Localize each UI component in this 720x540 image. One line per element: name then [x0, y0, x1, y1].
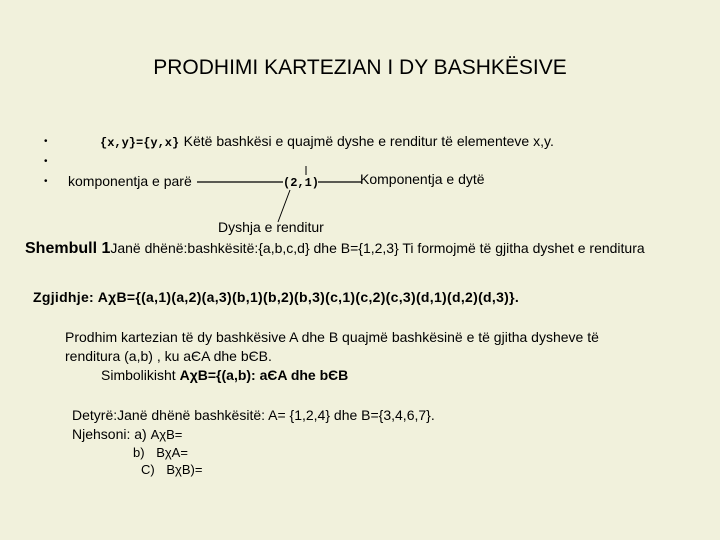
exercise-c-value: BχB)= [166, 462, 203, 477]
second-component-label: Komponentja e dytë [360, 171, 485, 187]
solution: Zgjidhje: AχB={(a,1)(a,2)(a,3)(b,1)(b,2)(b,3)(c,1)(c,2)(c,3)(d,1)(d,2)(d,3)}. [33, 289, 520, 305]
ordered-pair-label: Dyshja e renditur [218, 219, 324, 235]
definition [65, 328, 705, 385]
exercise-c-label: C) [141, 462, 155, 477]
exercise-line-4 [72, 461, 435, 478]
exercise-line-3 [72, 444, 435, 461]
symbolic-prefix: Simbolikisht [101, 367, 176, 383]
exercise-b-value: BχA= [156, 445, 188, 460]
definition-line-3 [65, 366, 705, 385]
pair-formula: {x,y}={y,x} [100, 136, 180, 150]
bullet-3: • [44, 176, 48, 187]
slide-title: PRODHIMI KARTEZIAN I DY BASHKËSIVE [153, 56, 567, 79]
exercise [72, 406, 435, 478]
example-lead: Shembull 1 [25, 240, 111, 257]
example-1 [25, 240, 645, 258]
bullet-2: • [44, 156, 48, 167]
first-component-label: komponentja e parë [68, 173, 192, 189]
exercise-line-1: Detyrë:Janë dhënë bashkësitë: A= {1,2,4} dhe B={3,4,6,7}. [72, 407, 435, 423]
pair-example: (2,1) [283, 176, 320, 190]
pair-description: Këtë bashkësi e quajmë dyshe e renditur të elementeve x,y. [183, 133, 554, 149]
exercise-a-value: AχB= [150, 427, 183, 442]
bullet-1: • [44, 136, 48, 147]
exercise-line-2 [72, 425, 435, 444]
arrow-to-pair-label [278, 190, 290, 222]
definition-line-2: renditura (a,b) , ku aЄA dhe bЄB. [65, 348, 272, 364]
exercise-b-label: b) [133, 445, 145, 460]
exercise-a-label: Njehsoni: a) [72, 426, 147, 442]
example-text: Janë dhënë:bashkësitë:{a,b,c,d} dhe B={1,2,3} Ti formojmë të gjitha dyshet e renditura [110, 240, 645, 256]
definition-line-1: Prodhim kartezian të dy bashkësive A dhe B quajmë bashkësinë e të gjitha dysheve të [65, 329, 599, 345]
symbolic-formula: AχB={(a,b): aЄA dhe bЄB [179, 367, 349, 383]
